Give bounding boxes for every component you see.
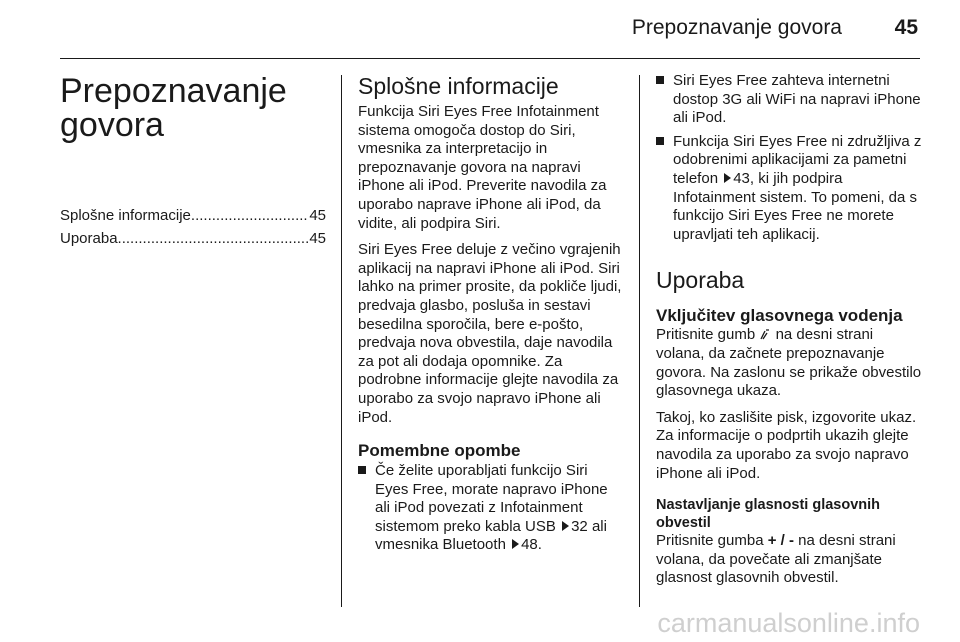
- arrow-right-icon: [562, 521, 569, 531]
- push-to-talk-icon: [760, 328, 770, 340]
- list-item: Če želite uporabljati funkcijo Siri Eyes Free, morate napravo iPhone ali iPod povezati z Infotainment sistemom preko kabla USB 32 ali vmesnika Bluetooth 48.: [358, 462, 624, 555]
- header-divider: [60, 58, 920, 59]
- subheading-vkljucitev: Vključitev glasovnega vodenja: [656, 306, 903, 326]
- subheading-glasnost: Nastavljanje glasnosti glasovnih obvestil: [656, 497, 881, 532]
- page-reference-link[interactable]: 48.: [521, 536, 542, 554]
- paragraph-features: Siri Eyes Free deluje z večino vgrajenih aplikacij na napravi iPhone ali iPod. Siri lahko na primer prosite, da pokliče ljudi, predvaja glasbo, posluša in sestavi besedilna sporočila, bere e-pošto, predvaja nova obvestila, daje navodila za pot ali dodaja opomnike. Za podrobne informacije glejte navodila za uporabo za svojo napravo iPhone ali iPod.: [358, 241, 622, 426]
- subheading-pomembne-opombe: Pomembne opombe: [358, 441, 521, 461]
- paragraph-intro: Funkcija Siri Eyes Free Infotainment sistema omogoča dostop do Siri, vmesnika za interpretacijo in prepoznavanje govora na napravi iPhone ali iPod. Preverite navodila za uporabo naprave iPhone ali iPod, da vidite, ali podpira Siri.: [358, 103, 607, 232]
- section-heading-splosne-informacije: Splošne informacije: [358, 73, 559, 99]
- paragraph-activate: Pritisnite gumb na desni strani volana, da začnete prepoznavanje govora. Na zaslonu se prikaže obvestilo glasovnega ukaza.: [656, 326, 922, 400]
- notes-list-continued: [656, 72, 922, 244]
- page-reference-link[interactable]: 43: [733, 169, 750, 187]
- column-divider-1: [341, 75, 342, 607]
- arrow-right-icon: [724, 173, 731, 183]
- page-reference-link[interactable]: 32: [571, 517, 588, 535]
- bullet-icon: [656, 137, 664, 145]
- arrow-right-icon: [512, 539, 519, 549]
- list-item: Siri Eyes Free zahteva internetni dostop 3G ali WiFi na napravi iPhone ali iPod.: [656, 72, 922, 128]
- watermark: carmanualsonline.info: [657, 608, 920, 638]
- paragraph-volume: Pritisnite gumba + / - na desni strani volana, da povečate ali zmanjšate glasnost glasovnih obvestil.: [656, 532, 896, 587]
- page-number: 45: [894, 16, 918, 39]
- table-of-contents: [60, 204, 326, 250]
- bullet-icon: [656, 76, 664, 84]
- content-column-3: [656, 72, 922, 588]
- chapter-title: Prepoznavanje govora: [60, 72, 287, 144]
- toc-entry-splosne-informacije[interactable]: Splošne informacije ..... 45: [60, 204, 326, 227]
- list-item: Funkcija Siri Eyes Free ni združljiva z odobrenimi aplikacijami za pametni telefon 43, ki jih podpira Infotainment sistem. To pomeni, da s funkcijo Siri Eyes Free ne morete upravljati teh aplikacij.: [656, 133, 922, 245]
- bullet-icon: [358, 466, 366, 474]
- page-header-title: Prepoznavanje govora: [631, 16, 842, 39]
- content-column-2: [358, 72, 624, 555]
- paragraph-command: Takoj, ko zaslišite pisk, izgovorite ukaz. Za informacije o podprtih ukazih glejte navodila za uporabo za svojo napravo iPhone ali iPod.: [656, 408, 917, 482]
- volume-buttons-label: + / -: [767, 532, 794, 550]
- column-divider-2: [639, 75, 640, 607]
- notes-list: [358, 462, 624, 555]
- chapter-column: [60, 72, 326, 250]
- section-heading-uporaba: Uporaba: [656, 267, 745, 294]
- toc-entry-uporaba[interactable]: Uporaba ..... 45: [60, 227, 326, 250]
